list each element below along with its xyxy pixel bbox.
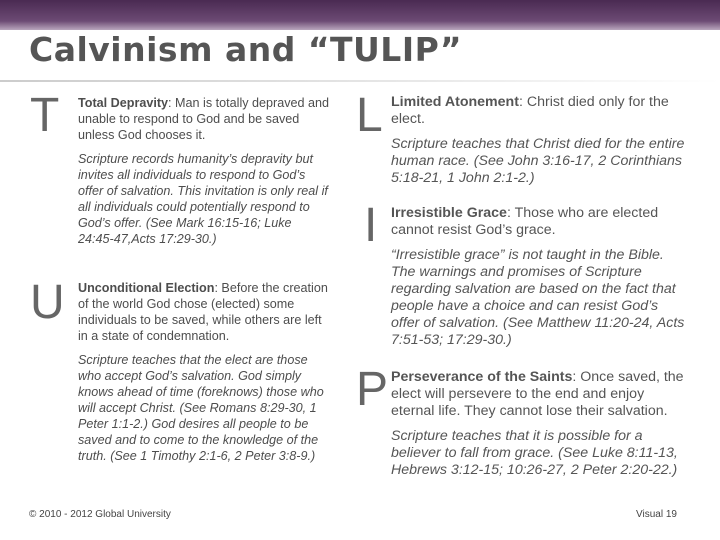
slide-title: Calvinism and “TULIP”	[29, 30, 463, 69]
point-total-depravity	[78, 95, 330, 247]
letter-u: U	[30, 276, 65, 329]
point-definition-text: : Man is totally depraved and unable to respond to God and be saved unless God chooses it.	[78, 96, 330, 142]
point-definition	[391, 94, 686, 128]
letter-i: I	[364, 199, 378, 252]
letter-p: P	[356, 363, 389, 416]
point-definition-text: : Christ died only for the elect.	[391, 94, 669, 127]
point-definition	[391, 369, 686, 420]
title-divider	[0, 80, 720, 82]
point-definition-text: : Once saved, the elect will persevere to the end and enjoy eternal life. They cannot lose their salvation.	[391, 369, 684, 419]
page-number-label: Visual 19	[636, 509, 677, 520]
point-definition	[391, 205, 686, 239]
point-term: Total Depravity	[78, 96, 169, 110]
point-definition	[78, 280, 330, 344]
letter-t: T	[30, 89, 60, 142]
point-term: Unconditional Election	[78, 281, 215, 295]
point-scripture: Scripture teaches that the elect are those who accept God’s salvation. God simply knows ahead of time (foreknows) those who will accept Christ. (See Romans 8:29-30, 1 Peter 1:1-2.) God desires all people to be saved and to come to the knowledge of the truth. (See 1 Timothy 2:1-6, 2 Peter 3:8-9.)	[78, 353, 324, 463]
point-unconditional-election	[78, 280, 330, 464]
point-scripture: Scripture teaches that it is possible for a believer to fall from grace. (See Luke 8:11-13, Hebrews 3:12-15; 10:26-27, 2 Peter 2:20-22.)	[391, 428, 678, 478]
point-scripture: Scripture teaches that Christ died for the entire human race. (See John 3:16-17, 2 Corinthians 5:18-21, 1 John 2:1-2.)	[391, 136, 685, 186]
point-definition	[78, 95, 330, 143]
point-term: Irresistible Grace	[391, 205, 507, 221]
point-irresistible-grace	[391, 205, 686, 349]
point-limited-atonement	[391, 94, 686, 187]
point-definition-text: : Before the creation of the world God chose (elected) some individuals to be saved, while others are left in a state of condemnation.	[78, 281, 328, 343]
letter-l: L	[356, 89, 383, 142]
point-scripture: “Irresistible grace” is not taught in the Bible. The warnings and promises of Scripture regarding salvation are based on the fact that people have a choice and can resist God’s offer of salvation. (See Matthew 11:20-24, Acts 7:51-53; 17:29-30.)	[391, 247, 685, 348]
point-term: Perseverance of the Saints	[391, 369, 573, 385]
point-perseverance-of-saints	[391, 369, 686, 479]
point-scripture: Scripture records humanity’s depravity but invites all individuals to respond to God’s offer of salvation. This invitation is only real if all individuals could potentially respond to God’s offer. (See Mark 16:15-16; Luke 24:45-47,Acts 17:29-30.)	[78, 152, 328, 246]
top-color-band	[0, 0, 720, 30]
point-definition-text: : Those who are elected cannot resist God’s grace.	[391, 205, 659, 238]
copyright-footer: © 2010 - 2012 Global University	[29, 509, 171, 520]
point-term: Limited Atonement	[391, 94, 519, 110]
